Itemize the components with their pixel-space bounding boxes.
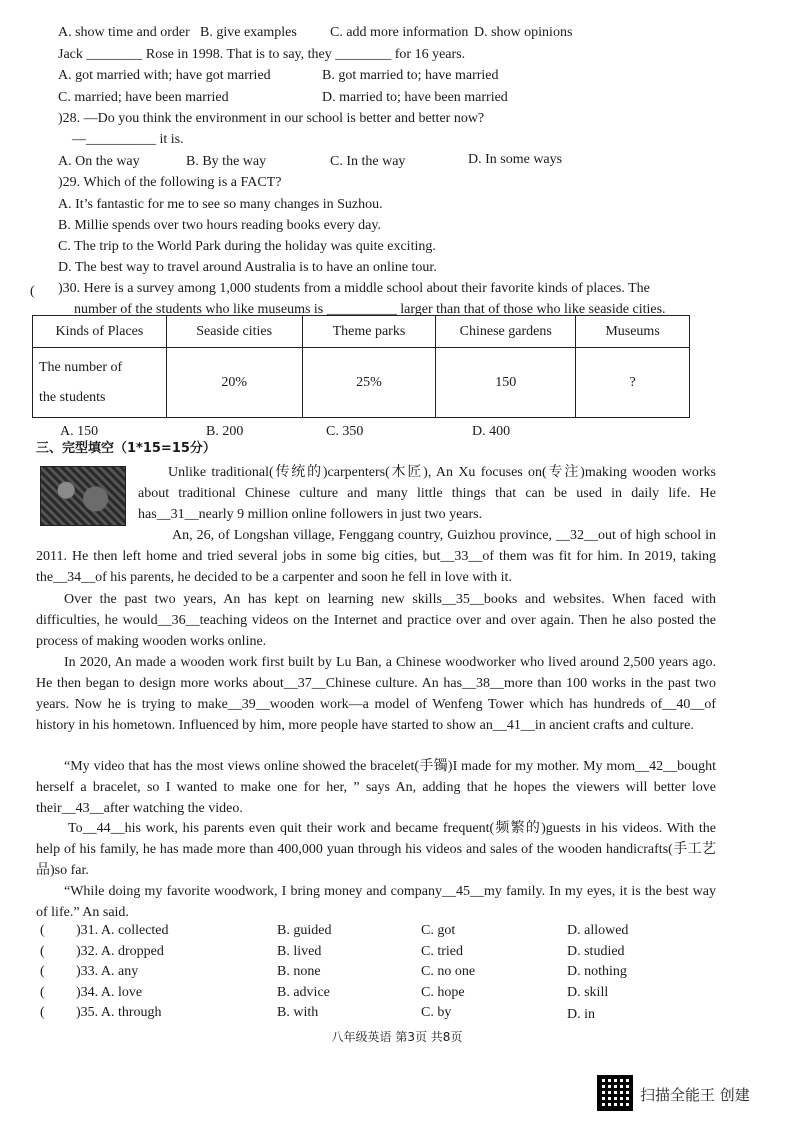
- q28a-opt-d: D. married to; have been married: [322, 90, 508, 105]
- passage-p2: [36, 525, 716, 588]
- answer-31-a: )31. A. collected: [76, 923, 169, 938]
- survey-value-chinese-gardens: 150: [436, 348, 576, 418]
- q29-opt-b: B. Millie spends over two hours reading books every day.: [58, 218, 381, 233]
- answer-33-d: D. nothing: [567, 964, 627, 979]
- passage-p6: [36, 818, 716, 881]
- answer-35-a: )35. A. through: [76, 1005, 162, 1020]
- q28-opt-c: C. In the way: [330, 154, 406, 169]
- answer-32-b: B. lived: [277, 944, 322, 959]
- q27-opt-b: B. give examples: [200, 25, 297, 40]
- q27-opt-a: A. show time and order: [58, 25, 190, 40]
- passage-p3: [36, 589, 716, 652]
- q28-stem-line: [58, 110, 484, 128]
- scanner-brand: 扫描全能王 创建: [640, 1086, 750, 1104]
- q30-opt-b: B. 200: [206, 424, 244, 439]
- q30-opt-d: D. 400: [472, 424, 511, 439]
- q30-stem-2: number of the students who like museums is __________ larger than that of those who like seaside cities.: [74, 302, 666, 317]
- answer-paren: (: [40, 923, 45, 938]
- q30-opt-a: A. 150: [60, 424, 99, 439]
- survey-row-label: [33, 348, 167, 418]
- survey-header-cell: Museums: [576, 316, 690, 348]
- survey-header-cell: Chinese gardens: [436, 316, 576, 348]
- answer-paren: (: [40, 1005, 45, 1020]
- section-title: 三、完型填空（1*15=15分）: [36, 441, 216, 456]
- passage-p4: [36, 652, 716, 736]
- passage-p1: [138, 462, 716, 525]
- q29-opt-d: D. The best way to travel around Australia is to have an online tour.: [58, 260, 437, 275]
- survey-row-label-1: The number of: [39, 359, 123, 375]
- q30-paren: (: [30, 284, 35, 299]
- survey-data-row: [33, 348, 690, 418]
- passage-p2-text: An, 26, of Longshan village, Fenggang country, Guizhou province, __32__out of high school in 2011. He then left home and tried several jobs in some big cities, but__33__of them was fit for him. In 2019, taking the__34__of his parents, he decided to be a carpenter and soon he fell in love with it.: [36, 528, 716, 585]
- q27-opt-c: C. add more information: [330, 25, 469, 40]
- answer-32-d: D. studied: [567, 944, 625, 959]
- survey-value-museums: ?: [576, 348, 690, 418]
- survey-header-cell: Seaside cities: [166, 316, 302, 348]
- qr-code-icon: [597, 1075, 633, 1111]
- page-footer: 八年级英语 第3页 共8页: [331, 1030, 463, 1044]
- answer-33-c: C. no one: [421, 964, 476, 979]
- q28a-opt-b: B. got married to; have married: [322, 68, 499, 83]
- answer-paren: (: [40, 964, 45, 979]
- passage-p6-text: To__44__his work, his parents even quit their work and became frequent(频繁的)guests in his videos. With the help of his family, he has made more than 400,000 yuan through his videos and sales of the wooden handicrafts(手工艺品)so far.: [36, 821, 716, 878]
- q27-opt-d: D. show opinions: [474, 25, 573, 40]
- survey-value-theme-parks: 25%: [302, 348, 436, 418]
- answer-31-c: C. got: [421, 923, 456, 938]
- q28-opt-a: A. On the way: [58, 154, 140, 169]
- answer-33-b: B. none: [277, 964, 321, 979]
- q28-answer-line: —__________ it is.: [72, 132, 184, 147]
- answer-35-b: B. with: [277, 1005, 319, 1020]
- q28a-opt-c: C. married; have been married: [58, 90, 229, 105]
- carpenter-photo: [40, 466, 126, 526]
- answer-34-d: D. skill: [567, 985, 609, 1000]
- survey-header-row: [33, 316, 690, 348]
- answer-31-b: B. guided: [277, 923, 332, 938]
- answer-paren: (: [40, 985, 45, 1000]
- q27-options: [58, 24, 573, 42]
- answer-34-b: B. advice: [277, 985, 330, 1000]
- q29-stem: )29. Which of the following is a FACT?: [58, 175, 282, 190]
- answer-32-a: )32. A. dropped: [76, 944, 164, 959]
- survey-header-cell: Kinds of Places: [33, 316, 167, 348]
- q28a-stem: Jack ________ Rose in 1998. That is to say, they ________ for 16 years.: [58, 47, 466, 62]
- q29-opt-a: A. It’s fantastic for me to see so many changes in Suzhou.: [58, 197, 383, 212]
- q28-number: )28.: [58, 111, 81, 126]
- answer-31-d: D. allowed: [567, 923, 629, 938]
- answer-34-c: C. hope: [421, 985, 465, 1000]
- answer-35-d: D. in: [567, 1007, 595, 1022]
- passage-p5-text: “My video that has the most views online showed the bracelet(手镯)I made for my mother. My mom__42__bought herself a bracelet, so I wanted to make one for her, ” says An, adding that he hopes the viewers will better love their__43__after watching the video.: [36, 759, 716, 816]
- passage-p7: [36, 881, 716, 923]
- answer-35-c: C. by: [421, 1005, 452, 1020]
- answer-32-c: C. tried: [421, 944, 463, 959]
- q29-opt-c: C. The trip to the World Park during the holiday was quite exciting.: [58, 239, 436, 254]
- survey-header-cell: Theme parks: [302, 316, 436, 348]
- passage-p3-text: Over the past two years, An has kept on learning new skills__35__books and websites. When faced with difficulties, he would__36__teaching videos on the Internet and practice over and over again. Then he also posted the process of making wooden works online.: [36, 592, 716, 649]
- q28-stem: —Do you think the environment in our school is better and better now?: [83, 111, 485, 126]
- answer-34-a: )34. A. love: [76, 985, 143, 1000]
- survey-value-seaside: 20%: [166, 348, 302, 418]
- passage-p7-text: “While doing my favorite woodwork, I bring money and company__45__my family. In my eyes, it is the best way of life.” An said.: [36, 884, 716, 920]
- q30-opt-c: C. 350: [326, 424, 364, 439]
- passage-p4-text: In 2020, An made a wooden work first built by Lu Ban, a Chinese woodworker who lived around 2,500 years ago. He then began to design more works about__37__Chinese culture. An has__38__more than 100 works in the past two years. Now he is trying to make__39__wooden work—a model of Wenfeng Tower which has hundreds of__40__of history in his hometown. Influenced by him, more people have started to show an__41__in ancient crafts and culture.: [36, 655, 716, 733]
- q28-opt-b: B. By the way: [186, 154, 267, 169]
- answer-33-a: )33. A. any: [76, 964, 139, 979]
- survey-row-label-2: the students: [39, 389, 106, 405]
- q28a-opt-a: A. got married with; have got married: [58, 68, 271, 83]
- survey-table: [32, 315, 690, 418]
- q28-opt-d: D. In some ways: [468, 152, 563, 167]
- passage-p1-text: Unlike traditional(传统的)carpenters(木匠), An Xu focuses on(专注)making wooden works about traditional Chinese culture and many little things that can be used in daily life. He has__31__nearly 9 million online followers in just two years.: [138, 465, 716, 522]
- q30-stem-1: )30. Here is a survey among 1,000 students from a middle school about their favorite kinds of places. The: [58, 281, 650, 296]
- answer-paren: (: [40, 944, 45, 959]
- passage-p5: [36, 756, 716, 819]
